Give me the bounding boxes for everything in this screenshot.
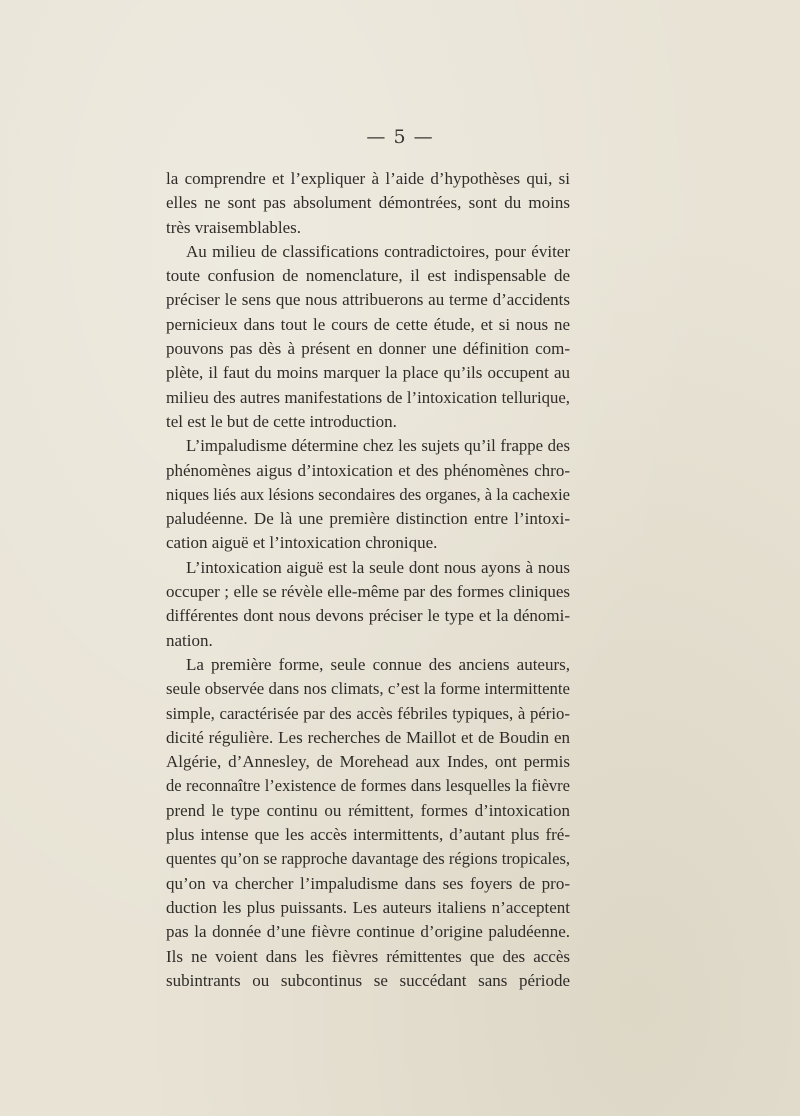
text-line: pernicieux dans tout le cours de cette étude, et si nous ne [166,314,570,334]
text-line: La première forme, seule connue des anciens auteurs, [186,654,570,674]
text-line: qu’on va chercher l’impaludisme dans ses foyers de pro- [166,873,570,893]
text-line: elles ne sont pas absolument démontrées, sont du moins [166,193,570,213]
text-line: milieu des autres manifestations de l’intoxication tellurique, [166,387,570,407]
text-line: simple, caractérisée par des accès fébriles typiques, à pério- [166,703,570,723]
text-line: la comprendre et l’expliquer à l’aide d’hypothèses qui, si [166,169,570,188]
text-line: quentes qu’on se rapproche davantage des régions tropicales, [166,849,570,869]
text-line: Au milieu de classifications contradictoires, pour éviter [186,241,570,261]
text-line: préciser le sens que nous attribuerons au terme d’accidents [166,290,570,310]
body-text [166,167,570,993]
text-line: L’impaludisme détermine chez les sujets qu’il frappe des [186,436,570,456]
text-line: L’intoxication aiguë est la seule dont nous ayons à nous [186,557,570,577]
text-line: nation. [166,630,213,650]
text-line: paludéenne. De là une première distinction entre l’intoxi- [166,509,570,529]
text-line: duction les plus puissants. Les auteurs italiens n’acceptent [166,897,570,917]
text-line: occuper ; elle se révèle elle-même par des formes cliniques [166,582,570,602]
text-line: Ils ne voient dans les fièvres rémittentes que des accès [166,946,570,966]
text-line: prend le type continu ou rémittent, formes d’intoxication [166,800,570,820]
text-line: plète, il faut du moins marquer la place qu’ils occupent au [166,363,570,383]
text-line: de reconnaître l’existence de formes dans lesquelles la fièvre [166,776,570,796]
text-line: pas la donnée d’une fièvre continue d’origine paludéenne. [166,922,570,942]
text-line: seule observée dans nos climats, c’est la forme intermittente [166,679,570,699]
text-line: toute confusion de nomenclature, il est indispensable de [166,266,570,286]
page-number: — 5 — [366,126,434,148]
text-line: pouvons pas dès à présent en donner une définition com- [166,339,570,359]
text-line: subintrants ou subcontinus se succédant sans période [166,970,570,990]
text-line: plus intense que les accès intermittents, d’autant plus fré- [166,825,570,845]
text-line: phénomènes aigus d’intoxication et des phénomènes chro- [166,460,570,480]
text-line: tel est le but de cette introduction. [166,411,397,431]
text-line: différentes dont nous devons préciser le type et la dénomi- [166,606,570,626]
text-line: très vraisemblables. [166,217,302,237]
text-line: cation aiguë et l’intoxication chronique. [166,533,438,553]
text-line: niques liés aux lésions secondaires des organes, à la cachexie [166,484,570,504]
text-line: dicité régulière. Les recherches de Maillot et de Boudin en [166,727,570,747]
text-line: Algérie, d’Annesley, de Morehead aux Indes, ont permis [166,752,570,772]
